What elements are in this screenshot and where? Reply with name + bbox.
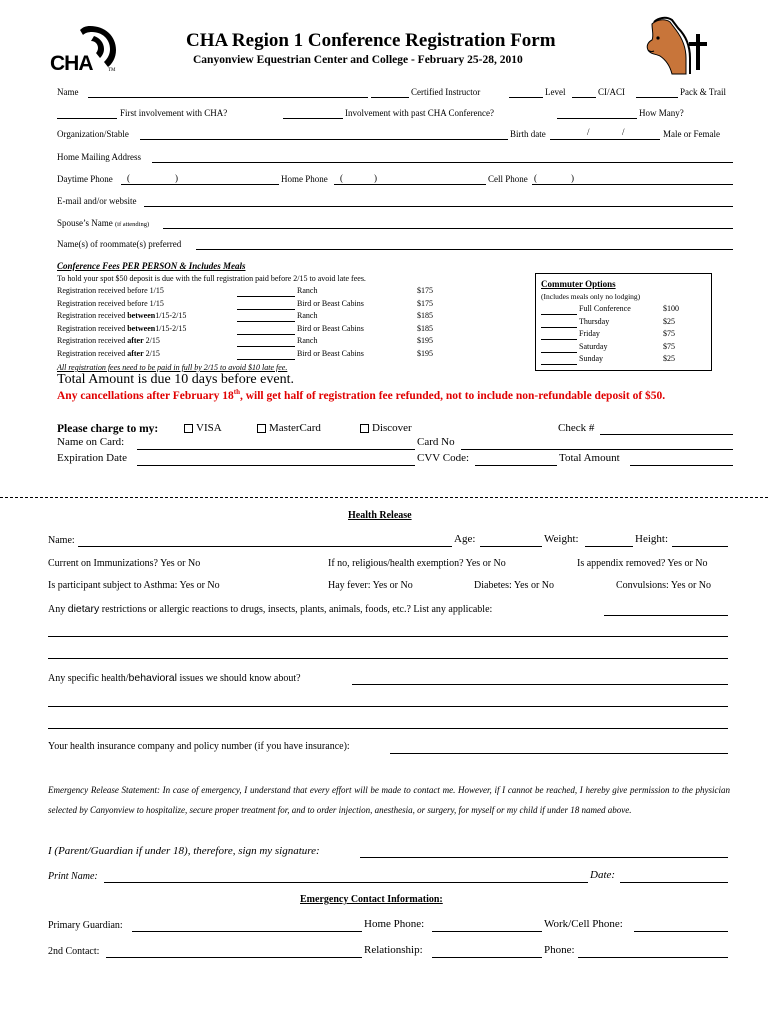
commuter-price: $25 — [663, 316, 675, 326]
weight-label: Weight: — [544, 533, 579, 545]
fee-row-type: Ranch — [297, 336, 318, 345]
dietary-field[interactable] — [604, 615, 728, 616]
fee-row-when: Registration received between1/15-2/15 — [57, 323, 187, 333]
fee-row — [57, 286, 477, 298]
fee-row-price: $175 — [417, 298, 433, 308]
fee-row-price: $195 — [417, 336, 433, 345]
health-name-label: Name: — [48, 535, 75, 546]
second-contact-field[interactable] — [106, 957, 362, 958]
convulsions-question[interactable]: Convulsions: Yes or No — [616, 580, 712, 591]
commuter-row — [541, 342, 706, 354]
late-fee-note: All registration fees need to be paid in full by 2/15 to avoid $10 late fee. — [57, 363, 288, 372]
commuter-row — [541, 329, 706, 341]
work-cell-phone-label: Work/Cell Phone: — [544, 918, 623, 930]
fee-row-when: Registration received before 1/15 — [57, 286, 164, 295]
exemption-question[interactable]: If no, religious/health exemption? Yes or No — [328, 558, 506, 569]
fee-row-type: Ranch — [297, 286, 318, 295]
discover-checkbox[interactable] — [360, 424, 369, 433]
spouse-label: Spouse’s Name (if attending) — [57, 218, 150, 228]
appendix-question[interactable]: Is appendix removed? Yes or No — [577, 558, 708, 569]
total-amount-label: Total Amount — [559, 452, 620, 464]
first-involvement-label: First involvement with CHA? — [120, 108, 228, 118]
fee-row-field[interactable] — [237, 321, 295, 322]
primary-guardian-field[interactable] — [132, 931, 362, 932]
fee-row-type: Bird or Beast Cabins — [297, 323, 364, 333]
daytime-phone-paren-open: ( — [127, 173, 130, 183]
birth-date-field[interactable] — [550, 139, 660, 140]
commuter-price: $25 — [663, 354, 675, 363]
name-field[interactable] — [88, 97, 368, 98]
work-cell-phone-field[interactable] — [634, 931, 728, 932]
pack-trail-field[interactable] — [636, 97, 678, 98]
check-label: Check # — [558, 422, 595, 434]
fee-row-when: Registration received after 2/15 — [57, 348, 160, 358]
ci-aci-field[interactable] — [572, 97, 596, 98]
commuter-field[interactable] — [541, 364, 577, 365]
health-release-title: Health Release — [348, 510, 412, 521]
dietary-line-3[interactable] — [48, 658, 728, 659]
signature-label: I (Parent/Guardian if under 18), therefore, sign my signature: — [48, 845, 320, 857]
commuter-label: Sunday — [579, 354, 603, 363]
how-many-label: How Many? — [639, 108, 684, 118]
commuter-row — [541, 304, 706, 316]
name-label: Name — [57, 87, 79, 97]
org-field[interactable] — [140, 139, 508, 140]
cell-phone-paren-open: ( — [534, 173, 537, 183]
expiration-field[interactable] — [137, 465, 415, 466]
fee-row-field[interactable] — [237, 334, 295, 335]
visa-option[interactable]: VISA — [184, 422, 222, 434]
insurance-question: Your health insurance company and policy number (if you have insurance): — [48, 741, 350, 752]
commuter-price: $100 — [663, 304, 679, 313]
fees-heading: Conference Fees PER PERSON & Includes Meals — [57, 261, 246, 271]
email-label: E-mail and/or website — [57, 196, 137, 206]
fee-row — [57, 324, 477, 336]
fee-row — [57, 299, 477, 311]
fees-table — [57, 286, 477, 366]
fee-row — [57, 336, 477, 348]
home-phone-label: Home Phone — [281, 174, 328, 184]
total-amount-field[interactable] — [630, 465, 733, 466]
roommate-label: Name(s) of roommate(s) preferred — [57, 239, 182, 249]
relationship-field[interactable] — [432, 957, 542, 958]
daytime-phone-label: Daytime Phone — [57, 174, 113, 184]
past-conf-label: Involvement with past CHA Conference? — [345, 108, 494, 118]
emergency-release-statement: Emergency Release Statement: In case of emergency, I understand that every effort will be made to contact me. However, if I cannot be reached, I hereby give permission to the physician selected by Canyonview to hospitalize, secure proper treatment for, and to order injection, anesthesia, or surgery, for myself or my child if under 18 named above. — [48, 785, 730, 815]
cha-logo — [50, 22, 120, 77]
mastercard-option[interactable]: MasterCard — [257, 422, 321, 434]
fee-row-field[interactable] — [237, 296, 295, 297]
fee-row — [57, 349, 477, 361]
home-phone-paren-close: ) — [374, 173, 377, 183]
primary-home-phone-label: Home Phone: — [364, 918, 425, 930]
cell-phone-paren-close: ) — [571, 173, 574, 183]
fee-row-price: $185 — [417, 323, 433, 333]
dietary-question: Any dietary restrictions or allergic reactions to drugs, insects, plants, animals, foods, etc.? List any applicable: — [48, 603, 493, 615]
fee-row-price: $185 — [417, 311, 433, 320]
pack-trail-label: Pack & Trail — [680, 87, 727, 97]
ci-aci-label: CI/ACI — [598, 87, 625, 97]
check-number-field[interactable] — [600, 434, 733, 435]
past-conf-field[interactable] — [283, 118, 343, 119]
fee-row-field[interactable] — [237, 346, 295, 347]
card-number-field[interactable] — [461, 449, 733, 450]
form-subtitle: Canyonview Equestrian Center and College - February 25-28, 2010 — [193, 54, 523, 66]
print-name-label: Print Name: — [48, 871, 98, 882]
print-name-field[interactable] — [104, 882, 588, 883]
fee-row-price: $195 — [417, 348, 433, 358]
second-phone-field[interactable] — [578, 957, 728, 958]
name-on-card-field[interactable] — [137, 449, 415, 450]
commuter-field[interactable] — [541, 314, 577, 315]
card-no-label: Card No — [417, 436, 455, 448]
behavior-line-3[interactable] — [48, 728, 728, 729]
behavior-line-2[interactable] — [48, 706, 728, 707]
deposit-note: To hold your spot $50 deposit is due with the full registration paid before 2/15 to avoid late fees. — [57, 274, 366, 283]
fee-row-when: Registration received after 2/15 — [57, 336, 160, 345]
name-on-card-label: Name on Card: — [57, 436, 125, 448]
discover-option[interactable]: Discover — [360, 422, 412, 434]
home-address-field[interactable] — [152, 162, 733, 163]
commuter-note: (Includes meals only no lodging) — [541, 292, 641, 301]
email-field[interactable] — [144, 206, 733, 207]
expiration-label: Expiration Date — [57, 452, 127, 464]
commuter-title: Commuter Options — [541, 279, 616, 289]
gender-label: Male or Female — [663, 129, 720, 139]
weight-field[interactable] — [585, 546, 633, 547]
health-name-field[interactable] — [78, 546, 452, 547]
commuter-field[interactable] — [541, 339, 577, 340]
age-field[interactable] — [480, 546, 542, 547]
commuter-field[interactable] — [541, 352, 577, 353]
date-field[interactable] — [620, 882, 728, 883]
insurance-field[interactable] — [390, 753, 728, 754]
fee-row — [57, 311, 477, 323]
home-phone-field[interactable] — [334, 184, 486, 185]
fee-row-field[interactable] — [237, 359, 295, 360]
commuter-box — [535, 273, 712, 371]
how-many-field[interactable] — [557, 118, 637, 119]
commuter-label: Saturday — [579, 341, 608, 351]
asthma-question[interactable]: Is participant subject to Asthma: Yes or No — [48, 580, 220, 591]
fee-row-type: Bird or Beast Cabins — [297, 348, 364, 358]
commuter-field[interactable] — [541, 327, 577, 328]
commuter-row — [541, 317, 706, 329]
org-label: Organization/Stable — [57, 129, 129, 139]
spouse-field[interactable] — [163, 228, 733, 229]
height-label: Height: — [635, 533, 668, 545]
fee-row-field[interactable] — [237, 309, 295, 310]
fee-row-when: Registration received before 1/15 — [57, 298, 164, 308]
date-label: Date: — [590, 869, 616, 881]
primary-guardian-label: Primary Guardian: — [48, 920, 123, 931]
birth-date-label: Birth date — [510, 129, 546, 139]
cvv-field[interactable] — [475, 465, 557, 466]
fee-row-price: $175 — [417, 286, 433, 295]
visa-checkbox[interactable] — [184, 424, 193, 433]
form-title: CHA Region 1 Conference Registration Form — [186, 30, 556, 51]
diabetes-question[interactable]: Diabetes: Yes or No — [474, 580, 554, 591]
birth-slash-2: / — [622, 127, 625, 137]
fee-row-type: Bird or Beast Cabins — [297, 298, 364, 308]
level-field[interactable] — [509, 97, 543, 98]
primary-home-phone-field[interactable] — [432, 931, 542, 932]
commuter-list — [541, 304, 706, 366]
height-field[interactable] — [672, 546, 728, 547]
roommate-field[interactable] — [196, 249, 733, 250]
mastercard-checkbox[interactable] — [257, 424, 266, 433]
birth-slash-1: / — [587, 127, 590, 137]
cell-phone-field[interactable] — [532, 184, 733, 185]
total-due-notice: Total Amount is due 10 days before event. — [57, 372, 294, 387]
certified-label: Certified Instructor — [411, 87, 481, 97]
relationship-label: Relationship: — [364, 944, 423, 956]
behavior-question: Any specific health/behavioral issues we should know about? — [48, 672, 301, 684]
commuter-label: Full Conference — [579, 304, 631, 313]
first-involvement-field[interactable] — [57, 118, 117, 119]
hay-fever-question[interactable]: Hay fever: Yes or No — [328, 580, 413, 591]
cvv-label: CVV Code: — [417, 452, 470, 464]
charge-label: Please charge to my: — [57, 423, 159, 435]
logo-tm: TM — [108, 68, 116, 73]
commuter-label: Thursday — [579, 316, 610, 326]
commuter-price: $75 — [663, 341, 675, 351]
immunizations-question[interactable]: Current on Immunizations? Yes or No — [48, 558, 201, 569]
signature-field[interactable] — [360, 857, 728, 858]
daytime-phone-field[interactable] — [121, 184, 279, 185]
second-contact-label: 2nd Contact: — [48, 946, 100, 957]
commuter-label: Friday — [579, 329, 600, 338]
emergency-contact-title: Emergency Contact Information: — [300, 894, 443, 905]
commuter-price: $75 — [663, 329, 675, 338]
horse-cross-logo — [642, 16, 714, 76]
second-phone-label: Phone: — [544, 944, 575, 956]
certified-field[interactable] — [371, 97, 409, 98]
cell-phone-label: Cell Phone — [488, 174, 528, 184]
behavior-field[interactable] — [352, 684, 728, 685]
home-phone-paren-open: ( — [340, 173, 343, 183]
dietary-line-2[interactable] — [48, 636, 728, 637]
commuter-row — [541, 354, 706, 366]
daytime-phone-paren-close: ) — [175, 173, 178, 183]
fee-row-type: Ranch — [297, 311, 318, 320]
fee-row-when: Registration received between1/15-2/15 — [57, 311, 187, 320]
section-divider — [0, 497, 768, 498]
age-label: Age: — [454, 533, 476, 545]
cancellation-notice: Any cancellations after February 18th, will get half of registration fee refunded, not to include non-refundable deposit of $50. — [57, 388, 666, 402]
horse-with-cross-icon — [642, 16, 714, 76]
logo-text: CHA — [50, 52, 93, 75]
home-address-label: Home Mailing Address — [57, 152, 141, 162]
level-label: Level — [545, 87, 566, 97]
